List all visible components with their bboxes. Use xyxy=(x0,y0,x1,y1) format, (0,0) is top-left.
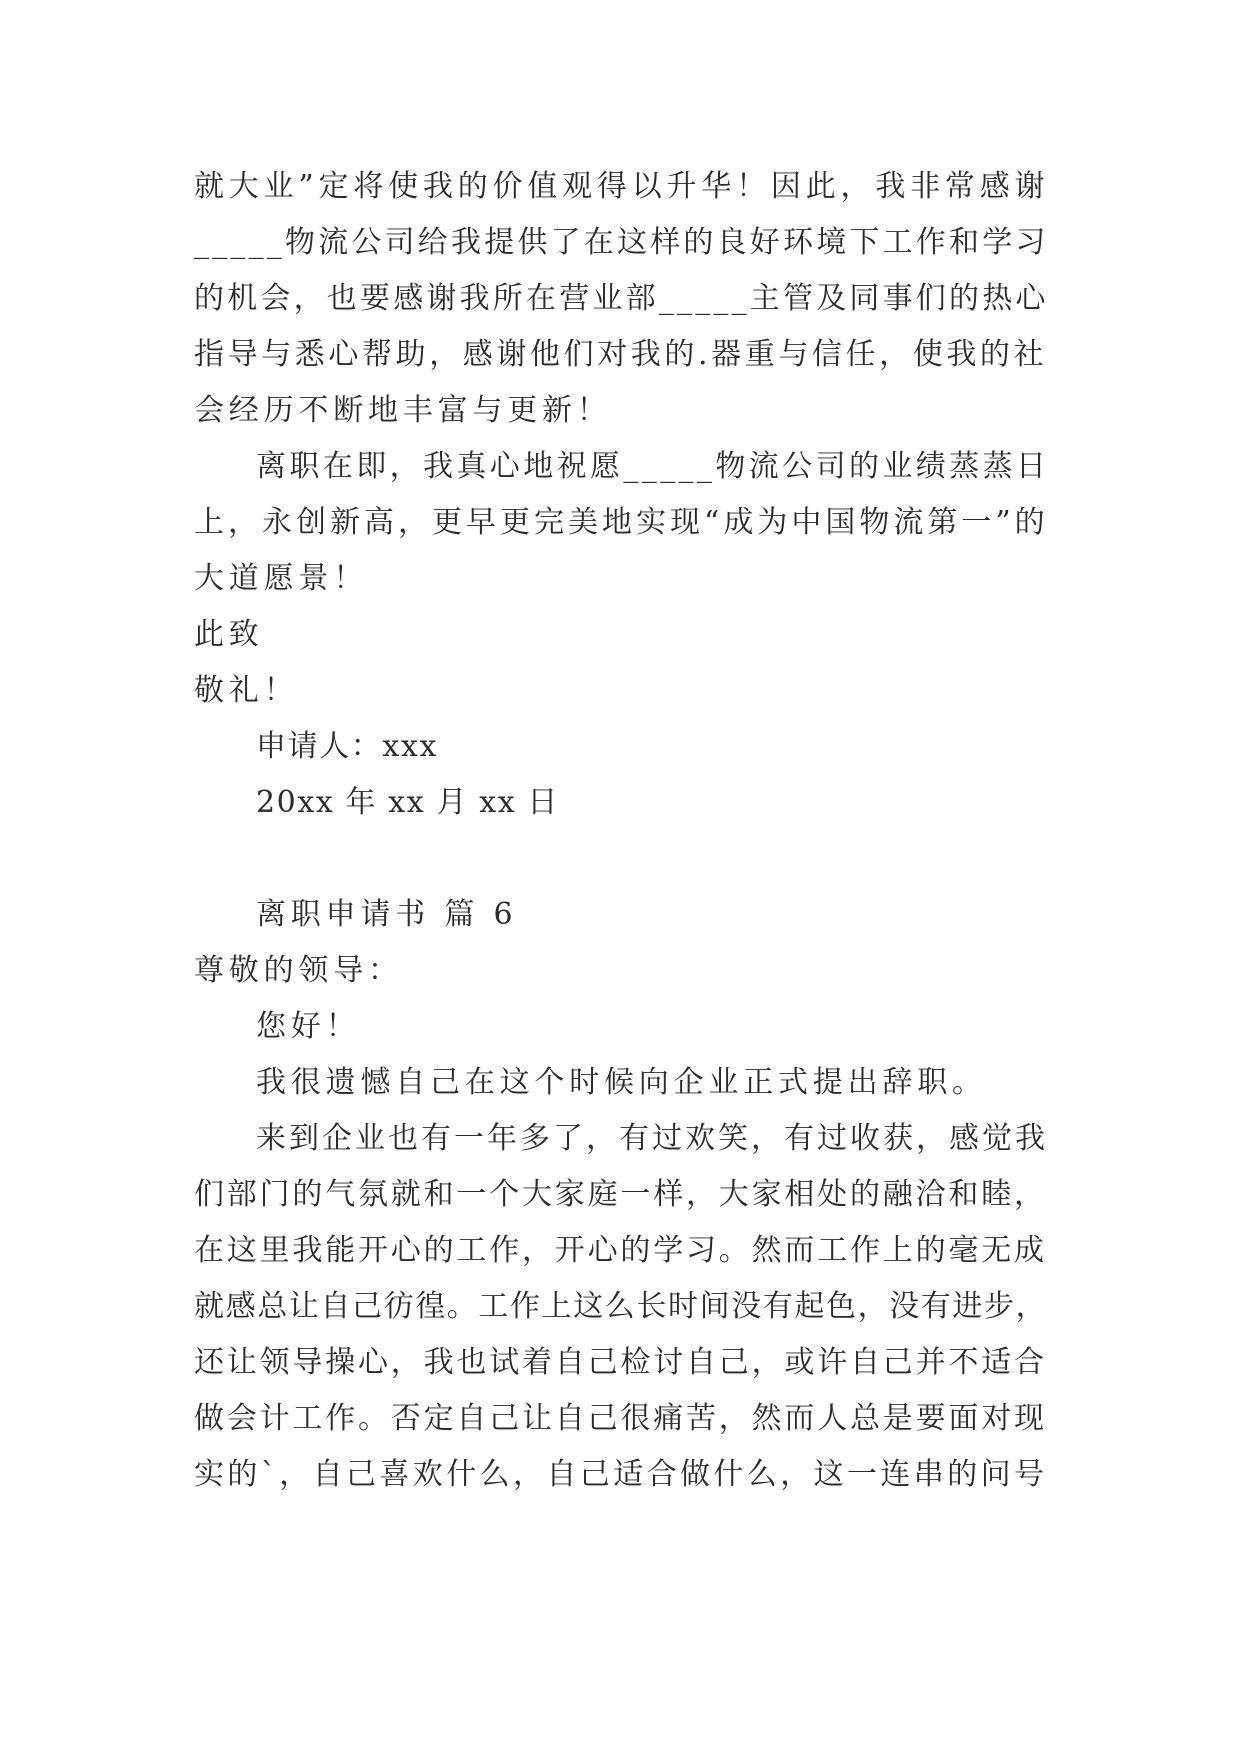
text-line: _____物流公司给我提供了在这样的良好环境下工作和学习 xyxy=(194,225,1049,260)
text-line: 就感总让自己彷徨。工作上这么长时间没有起色，没有进步， xyxy=(194,1289,1048,1324)
text-line: 离职在即，我真心地祝愿_____物流公司的业绩蒸蒸日 xyxy=(256,449,1050,484)
text-line: 大道愿景！ xyxy=(194,561,368,596)
applicant-signature: 申请人：xxx xyxy=(256,729,438,764)
text-line: 指导与悉心帮助，感谢他们对我的.器重与信任，使我的社 xyxy=(194,337,1048,372)
text-line: 我很遗憾自己在这个时候向企业正式提出辞职。 xyxy=(256,1065,987,1100)
greeting: 您好！ xyxy=(256,1009,361,1044)
greeting-recipient: 尊敬的领导： xyxy=(194,953,403,988)
signature-date: 20xx 年 xx 月 xx 日 xyxy=(256,785,559,820)
text-line: 的机会，也要感谢我所在营业部_____主管及同事们的热心 xyxy=(194,281,1049,316)
text-line: 就大业”定将使我的价值观得以升华！因此，我非常感谢 xyxy=(194,169,1050,204)
text-line: 在这里我能开心的工作，开心的学习。然而工作上的毫无成 xyxy=(194,1233,1047,1268)
closing-regards: 敬礼！ xyxy=(194,673,299,708)
text-line: 上，永创新高，更早更完美地实现“成为中国物流第一”的 xyxy=(194,505,1049,540)
text-line: 来到企业也有一年多了，有过欢笑，有过收获，感觉我 xyxy=(256,1121,1048,1156)
text-line: 还让领导操心，我也试着自己检讨自己，或许自己并不适合 xyxy=(194,1345,1047,1380)
text-line: 实的`，自己喜欢什么，自己适合做什么，这一连串的问号 xyxy=(194,1457,1048,1492)
text-line: 会经历不断地丰富与更新！ xyxy=(194,393,612,428)
text-line: 们部门的气氛就和一个大家庭一样，大家相处的融洽和睦， xyxy=(194,1177,1047,1212)
closing-salutation: 此致 xyxy=(194,617,264,652)
section-title: 离职申请书 篇 6 xyxy=(256,897,518,932)
text-line: 做会计工作。否定自己让自己很痛苦，然而人总是要面对现 xyxy=(194,1401,1047,1436)
